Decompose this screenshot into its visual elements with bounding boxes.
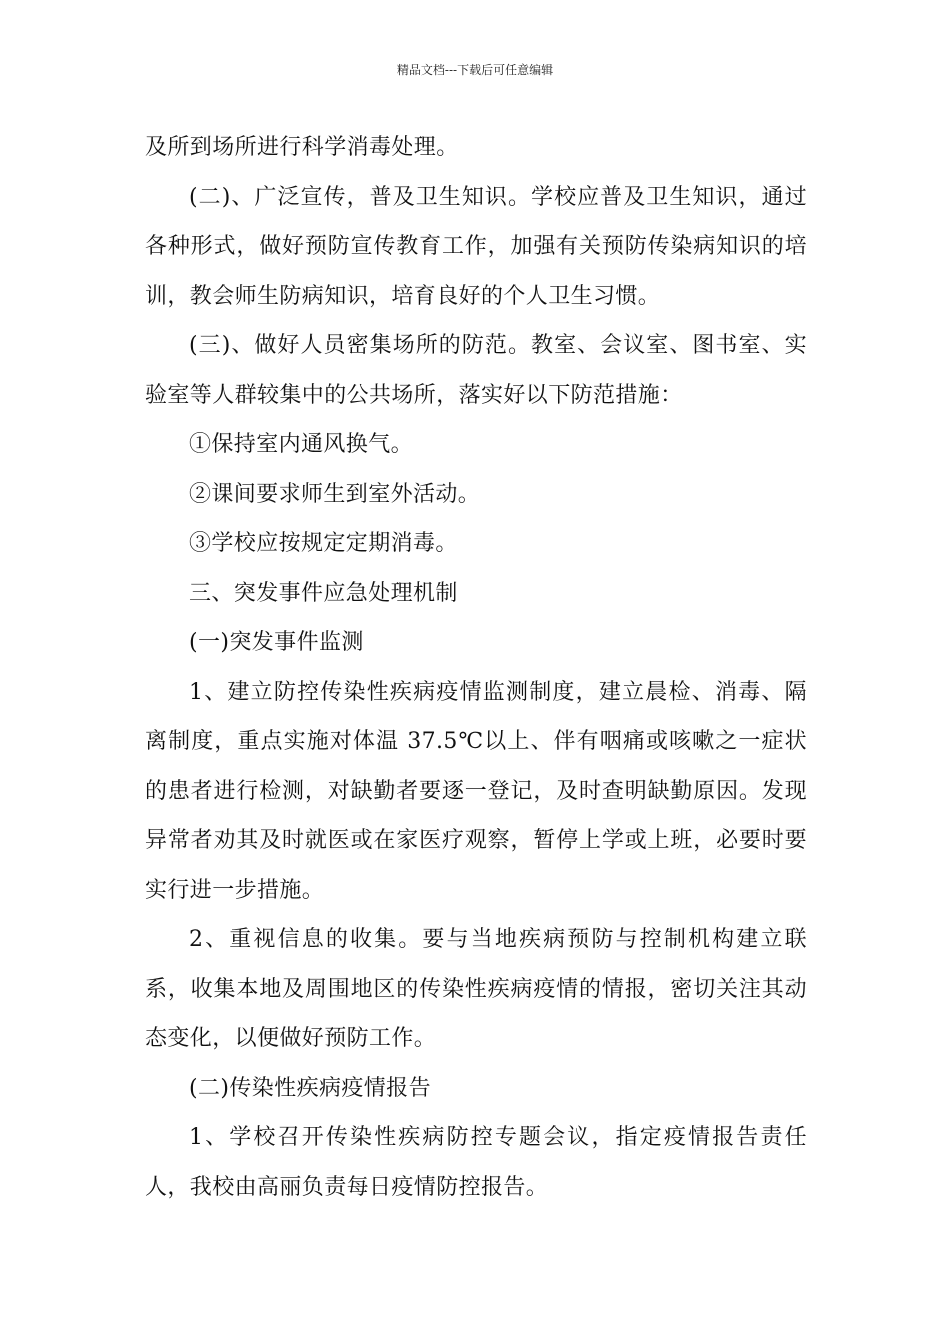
list-item-disinfection: ③学校应按规定定期消毒。: [189, 531, 458, 556]
paragraph-crowded-places: (三)、做好人员密集场所的防范。教室、会议室、图书室、实验室等人群较集中的公共场所，落实好以下防范措施：: [145, 333, 807, 408]
section-heading-emergency: 三、突发事件应急处理机制: [189, 580, 458, 606]
paragraph-reporting-meeting: 1、学校召开传染性疾病防控专题会议，指定疫情报告责任人，我校由高丽负责每日疫情防控报告。: [145, 1125, 807, 1200]
paragraph-publicity: (二)、广泛宣传，普及卫生知识。学校应普及卫生知识，通过各种形式，做好预防宣传教育工作，加强有关预防传染病知识的培训，教会师生防病知识，培育良好的个人卫生习惯。: [145, 184, 807, 309]
document-body: [145, 123, 807, 1212]
list-item-ventilation: ①保持室内通风换气。: [189, 432, 414, 457]
subsection-heading-reporting: (二)传染性疾病疫情报告: [189, 1075, 431, 1101]
subsection-heading-monitoring: (一)突发事件监测: [189, 630, 364, 655]
paragraph-monitoring-system: 1、建立防控传染性疾病疫情监测制度，建立晨检、消毒、隔离制度，重点实施对体温 37.5℃以上、伴有咽痛或咳嗽之一症状的患者进行检测，对缺勤者要逐一登记，及时查明缺勤原因。发现异常者劝其及时就医或在家医疗观察，暂停上学或上班，必要时要实行进一步措施。: [145, 679, 807, 903]
paragraph-continuation: 及所到场所进行科学消毒处理。: [145, 135, 459, 160]
list-item-outdoor-activity: ②课间要求师生到室外活动。: [189, 481, 481, 507]
paragraph-information-collection: 2、重视信息的收集。要与当地疾病预防与控制机构建立联系，收集本地及周围地区的传染性疾病疫情的情报，密切关注其动态变化，以便做好预防工作。: [145, 927, 807, 1051]
page-header: 精品文档---下载后可任意编辑: [396, 63, 554, 77]
